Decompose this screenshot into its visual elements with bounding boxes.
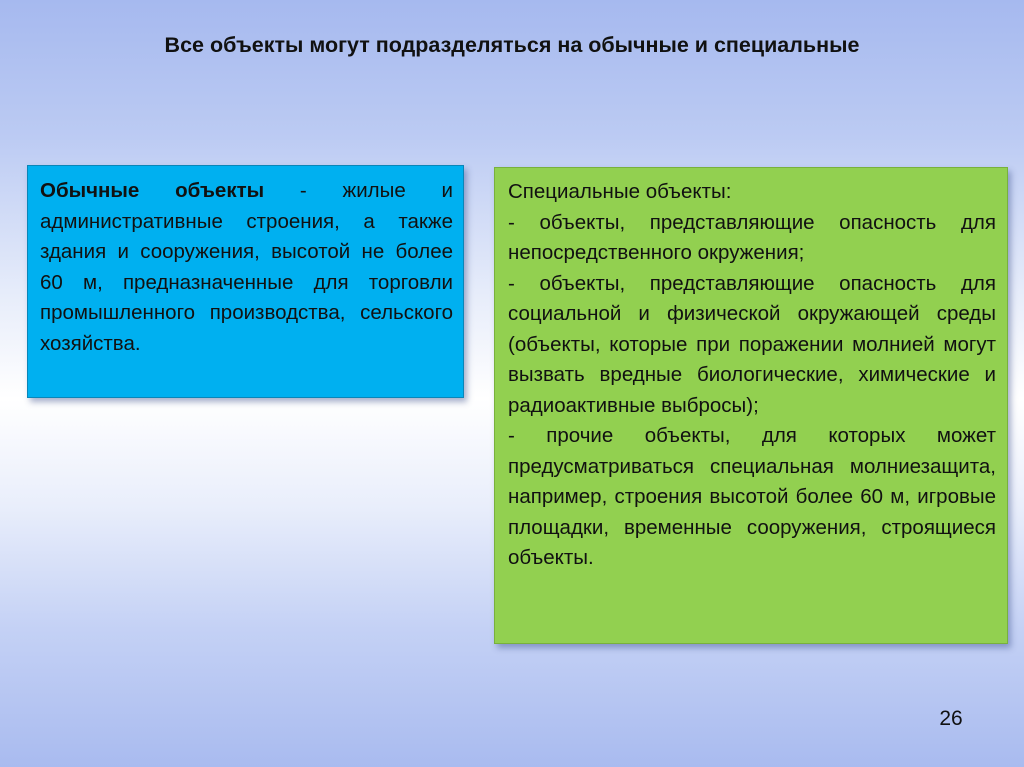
ordinary-objects-body: - жилые и административные строения, а также здания и сооружения, высотой не более 60 м, предназначенные для торговли промышленного производства, сельского хозяйства. bbox=[40, 179, 453, 355]
special-objects-item-1: - объекты, представляющие опасность для непосредственного окружения; bbox=[508, 210, 996, 264]
special-objects-heading: Специальные объекты: bbox=[508, 180, 732, 203]
slide-title: Все объекты могут подразделяться на обычные и специальные bbox=[164, 33, 860, 57]
special-objects-box bbox=[494, 167, 1008, 644]
ordinary-objects-text bbox=[40, 176, 453, 359]
special-objects-item-2: - объекты, представляющие опасность для социальной и физической окружающей среды (объекты, которые при поражении молнией могут вызвать вредные биологические, химические и радиоактивные выбросы); bbox=[508, 271, 996, 417]
special-objects-item-3: - прочие объекты, для которых может предусматриваться специальная молниезащита, например, строения высотой более 60 м, игровые площадки, временные сооружения, строящиеся объекты. bbox=[508, 424, 996, 569]
page-number: 26 bbox=[939, 707, 963, 730]
ordinary-objects-heading: Обычные объекты bbox=[40, 179, 265, 202]
ordinary-objects-box bbox=[27, 165, 464, 398]
